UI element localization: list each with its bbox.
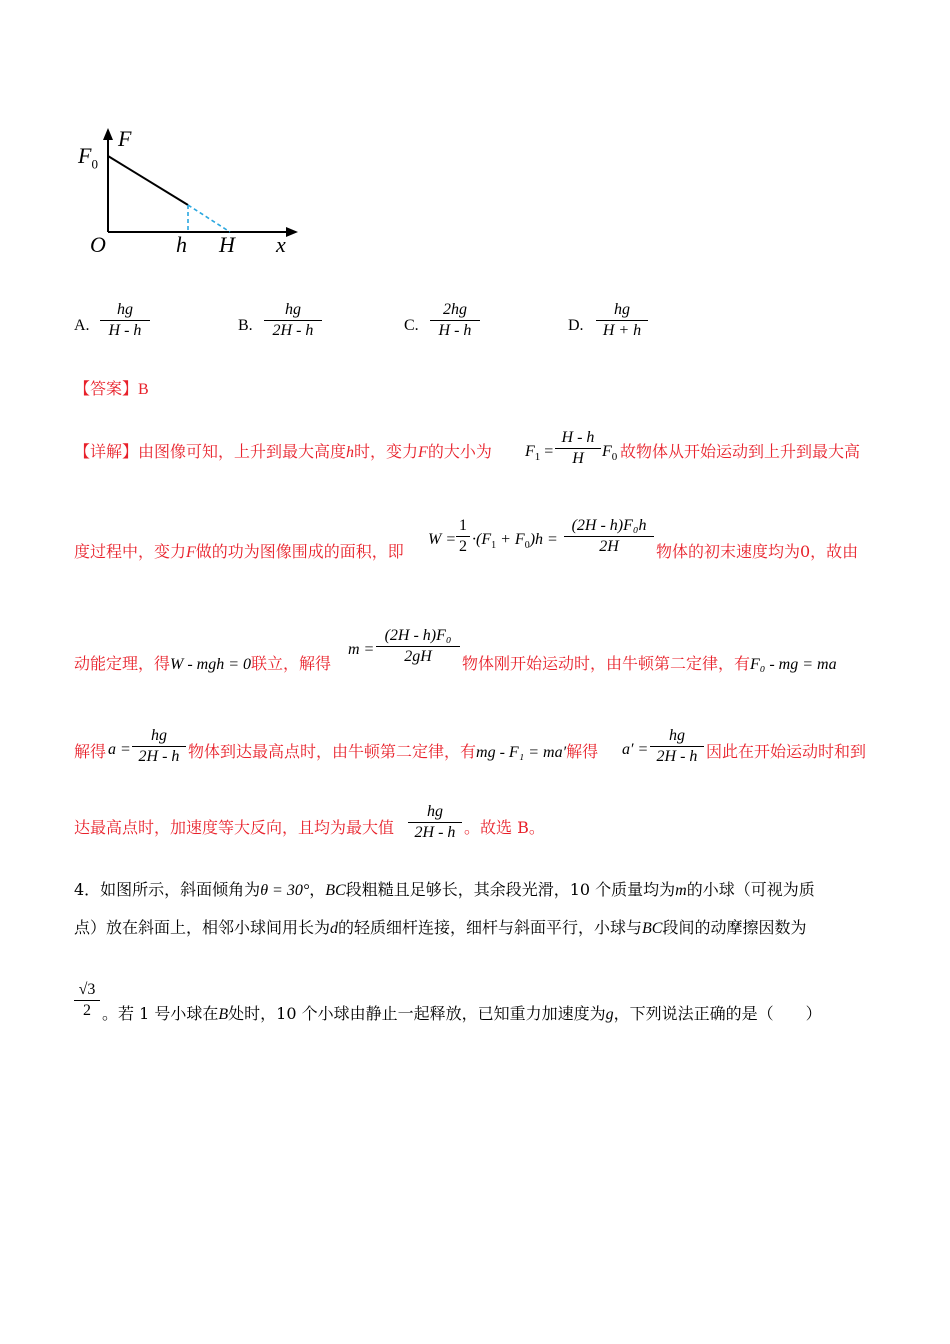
eq1-sub: 1	[534, 451, 541, 464]
eq2-num: (2H - h)F₀h	[571, 517, 647, 534]
q4-mu-num: √3	[78, 981, 96, 998]
eq3-m: m =	[348, 641, 375, 658]
detail-label: 【详解】	[74, 442, 139, 461]
detail-l1-text-a: 由图像可知，上升到最大高度	[138, 442, 347, 461]
detail-line-1	[74, 442, 492, 463]
option-a-den: H - h	[108, 322, 142, 339]
q4-l3-text-b: 处时，10 个小球由静止一起释放，已知重力加速度为	[228, 1004, 606, 1023]
eq1-f0	[602, 442, 617, 467]
detail-l1-F: F	[418, 444, 428, 461]
eq1-fraction	[555, 428, 601, 469]
eq1-F0: F	[602, 443, 612, 460]
graph-y-label: F	[118, 126, 132, 151]
graph-f0-letter: F	[78, 143, 92, 168]
detail-l3-text-c: 物体刚开始运动时，由牛顿第二定律，有	[462, 654, 751, 673]
eq6-num: hg	[427, 803, 443, 820]
detail-l4-mid	[188, 742, 598, 763]
eq2-half-num: 1	[459, 517, 467, 534]
option-d-letter: D.	[568, 317, 584, 334]
eq3-fraction	[376, 626, 460, 667]
q4-line-3	[102, 1004, 822, 1025]
option-a-num: hg	[117, 301, 133, 318]
q4-l2-text-b: 的轻质细杆连接，细杆与斜面平行，小球与	[338, 918, 643, 937]
q4-l1-text-c: 段粗糙且足够长，其余段光滑，10 个质量均为	[345, 880, 676, 899]
eq2-mid-sub1: 1	[491, 540, 497, 552]
x-axis-arrow	[286, 227, 298, 237]
detail-l2-text-a: 度过程中，变力	[74, 542, 187, 561]
eq1-eq: =	[544, 443, 554, 460]
eq5-a: a′ =	[622, 741, 649, 758]
q4-l3-text-a: 。若 1 号小球在	[102, 1004, 219, 1023]
q4-mu-fraction	[74, 980, 100, 1021]
option-c-den: H - h	[438, 322, 472, 339]
answer-line	[74, 379, 149, 400]
option-a-letter: A.	[74, 317, 90, 334]
graph-H-label: H	[219, 232, 235, 257]
detail-l5-tail: 。故选 B。	[464, 818, 545, 837]
detail-l3-text-a: 动能定理，得	[74, 654, 171, 673]
eq3-num: (2H - h)F₀	[384, 627, 452, 644]
eq4-a: a =	[108, 741, 131, 758]
eq5-den: 2H - h	[656, 748, 698, 765]
eq1-num: H - h	[561, 429, 595, 446]
graph-f0-sub: 0	[91, 156, 98, 172]
q4-l1-BC: BC	[325, 882, 346, 899]
option-d-fraction	[596, 300, 648, 341]
detail-l4-a: 解得	[74, 742, 107, 761]
eq4-num: hg	[151, 727, 167, 744]
option-b-letter: B.	[238, 317, 253, 334]
eq2-middle	[472, 530, 558, 556]
q4-line-1	[74, 880, 815, 901]
detail-l2-text-b: 做的功为图像围成的面积，即	[195, 542, 404, 561]
eq2-mid-c: )h =	[529, 531, 558, 548]
q4-l1-text-a: 4．如图所示，斜面倾角为	[74, 880, 261, 899]
eq2-mid-sub0: 0	[524, 540, 530, 552]
detail-l4-eq: mg - F₁ = ma′	[476, 744, 567, 761]
answer-value: B	[138, 381, 149, 398]
eq2-mid-b: + F	[500, 531, 525, 548]
option-c-fraction	[430, 300, 480, 341]
force-line	[108, 156, 188, 205]
eq1-lhs	[525, 442, 553, 467]
q4-l1-text-d: 的小球（可视为质	[686, 880, 815, 899]
q4-line-2	[74, 918, 807, 939]
detail-l4-tail: 因此在开始运动时和到	[706, 742, 867, 761]
graph-h-label: h	[176, 232, 187, 257]
q4-l1-m: m	[675, 882, 687, 899]
option-b-fraction	[264, 300, 322, 341]
dashed-extension	[188, 205, 230, 232]
q4-l3-B: B	[218, 1006, 229, 1023]
eq4-fraction	[132, 726, 186, 767]
detail-l1-tail: 故物体从开始运动到上升到最大高	[620, 442, 861, 461]
eq1-F0-sub: 0	[611, 451, 618, 464]
eq1-den: H	[572, 450, 584, 467]
eq1-F: F	[525, 443, 535, 460]
eq2-W: W =	[428, 531, 457, 548]
q4-l1-text-b: ，	[309, 880, 326, 899]
q4-l2-d: d	[330, 920, 339, 937]
detail-l3-tail	[462, 654, 837, 675]
option-d-num: hg	[614, 301, 630, 318]
option-a-fraction	[100, 300, 150, 341]
option-b-num: hg	[285, 301, 301, 318]
graph-f0-label	[78, 143, 98, 172]
q4-theta: θ = 30°	[260, 882, 310, 899]
q4-l2-text-c: 段间的动摩擦因数为	[662, 918, 807, 937]
option-c-letter: C.	[404, 317, 419, 334]
detail-l4-text-c: 解得	[566, 742, 599, 761]
detail-l3-eq: W - mgh = 0	[170, 656, 252, 673]
graph-origin-label: O	[90, 232, 106, 257]
option-b-den: 2H - h	[272, 322, 314, 339]
eq6-fraction	[408, 802, 462, 843]
option-c-num: 2hg	[443, 301, 467, 318]
eq2-den: 2H	[599, 538, 619, 555]
detail-l1-h: h	[346, 444, 355, 461]
eq2-half-den: 2	[459, 538, 467, 555]
force-displacement-graph	[70, 120, 310, 270]
option-d-den: H + h	[602, 322, 642, 339]
eq2-fraction	[564, 516, 654, 557]
q4-l3-g: g	[605, 1006, 614, 1023]
q4-l2-text-a: 点）放在斜面上，相邻小球间用长为	[74, 918, 331, 937]
detail-l4-text-b: 物体到达最高点时，由牛顿第二定律，有	[188, 742, 477, 761]
eq6-den: 2H - h	[414, 824, 456, 841]
detail-l2-tail: 物体的初末速度均为0，故由	[656, 542, 859, 561]
detail-l1-text-b: 时，变力	[354, 442, 419, 461]
detail-line-2	[74, 542, 404, 563]
q4-mu-den: 2	[83, 1002, 91, 1019]
eq3-den: 2gH	[404, 648, 432, 665]
eq2-half	[456, 516, 470, 557]
y-axis-arrow	[103, 128, 113, 140]
detail-line-3	[74, 654, 331, 675]
detail-l3-eq2: F₀ - mg = ma	[750, 656, 837, 673]
detail-l2-F: F	[186, 544, 196, 561]
detail-l3-text-b: 联立，解得	[251, 654, 332, 673]
eq5-num: hg	[669, 727, 685, 744]
eq2-mid-a: ·(F	[472, 531, 492, 548]
graph-x-label: x	[276, 232, 286, 257]
eq4-den: 2H - h	[138, 748, 180, 765]
answer-label: 【答案】	[74, 379, 139, 398]
detail-l1-text-c: 的大小为	[427, 442, 492, 461]
q4-l2-BC: BC	[642, 920, 663, 937]
q4-l3-text-c: ，下列说法正确的是（ ）	[613, 1004, 822, 1023]
eq5-fraction	[650, 726, 704, 767]
detail-l5-a: 达最高点时，加速度等大反向，且均为最大值	[74, 818, 395, 837]
